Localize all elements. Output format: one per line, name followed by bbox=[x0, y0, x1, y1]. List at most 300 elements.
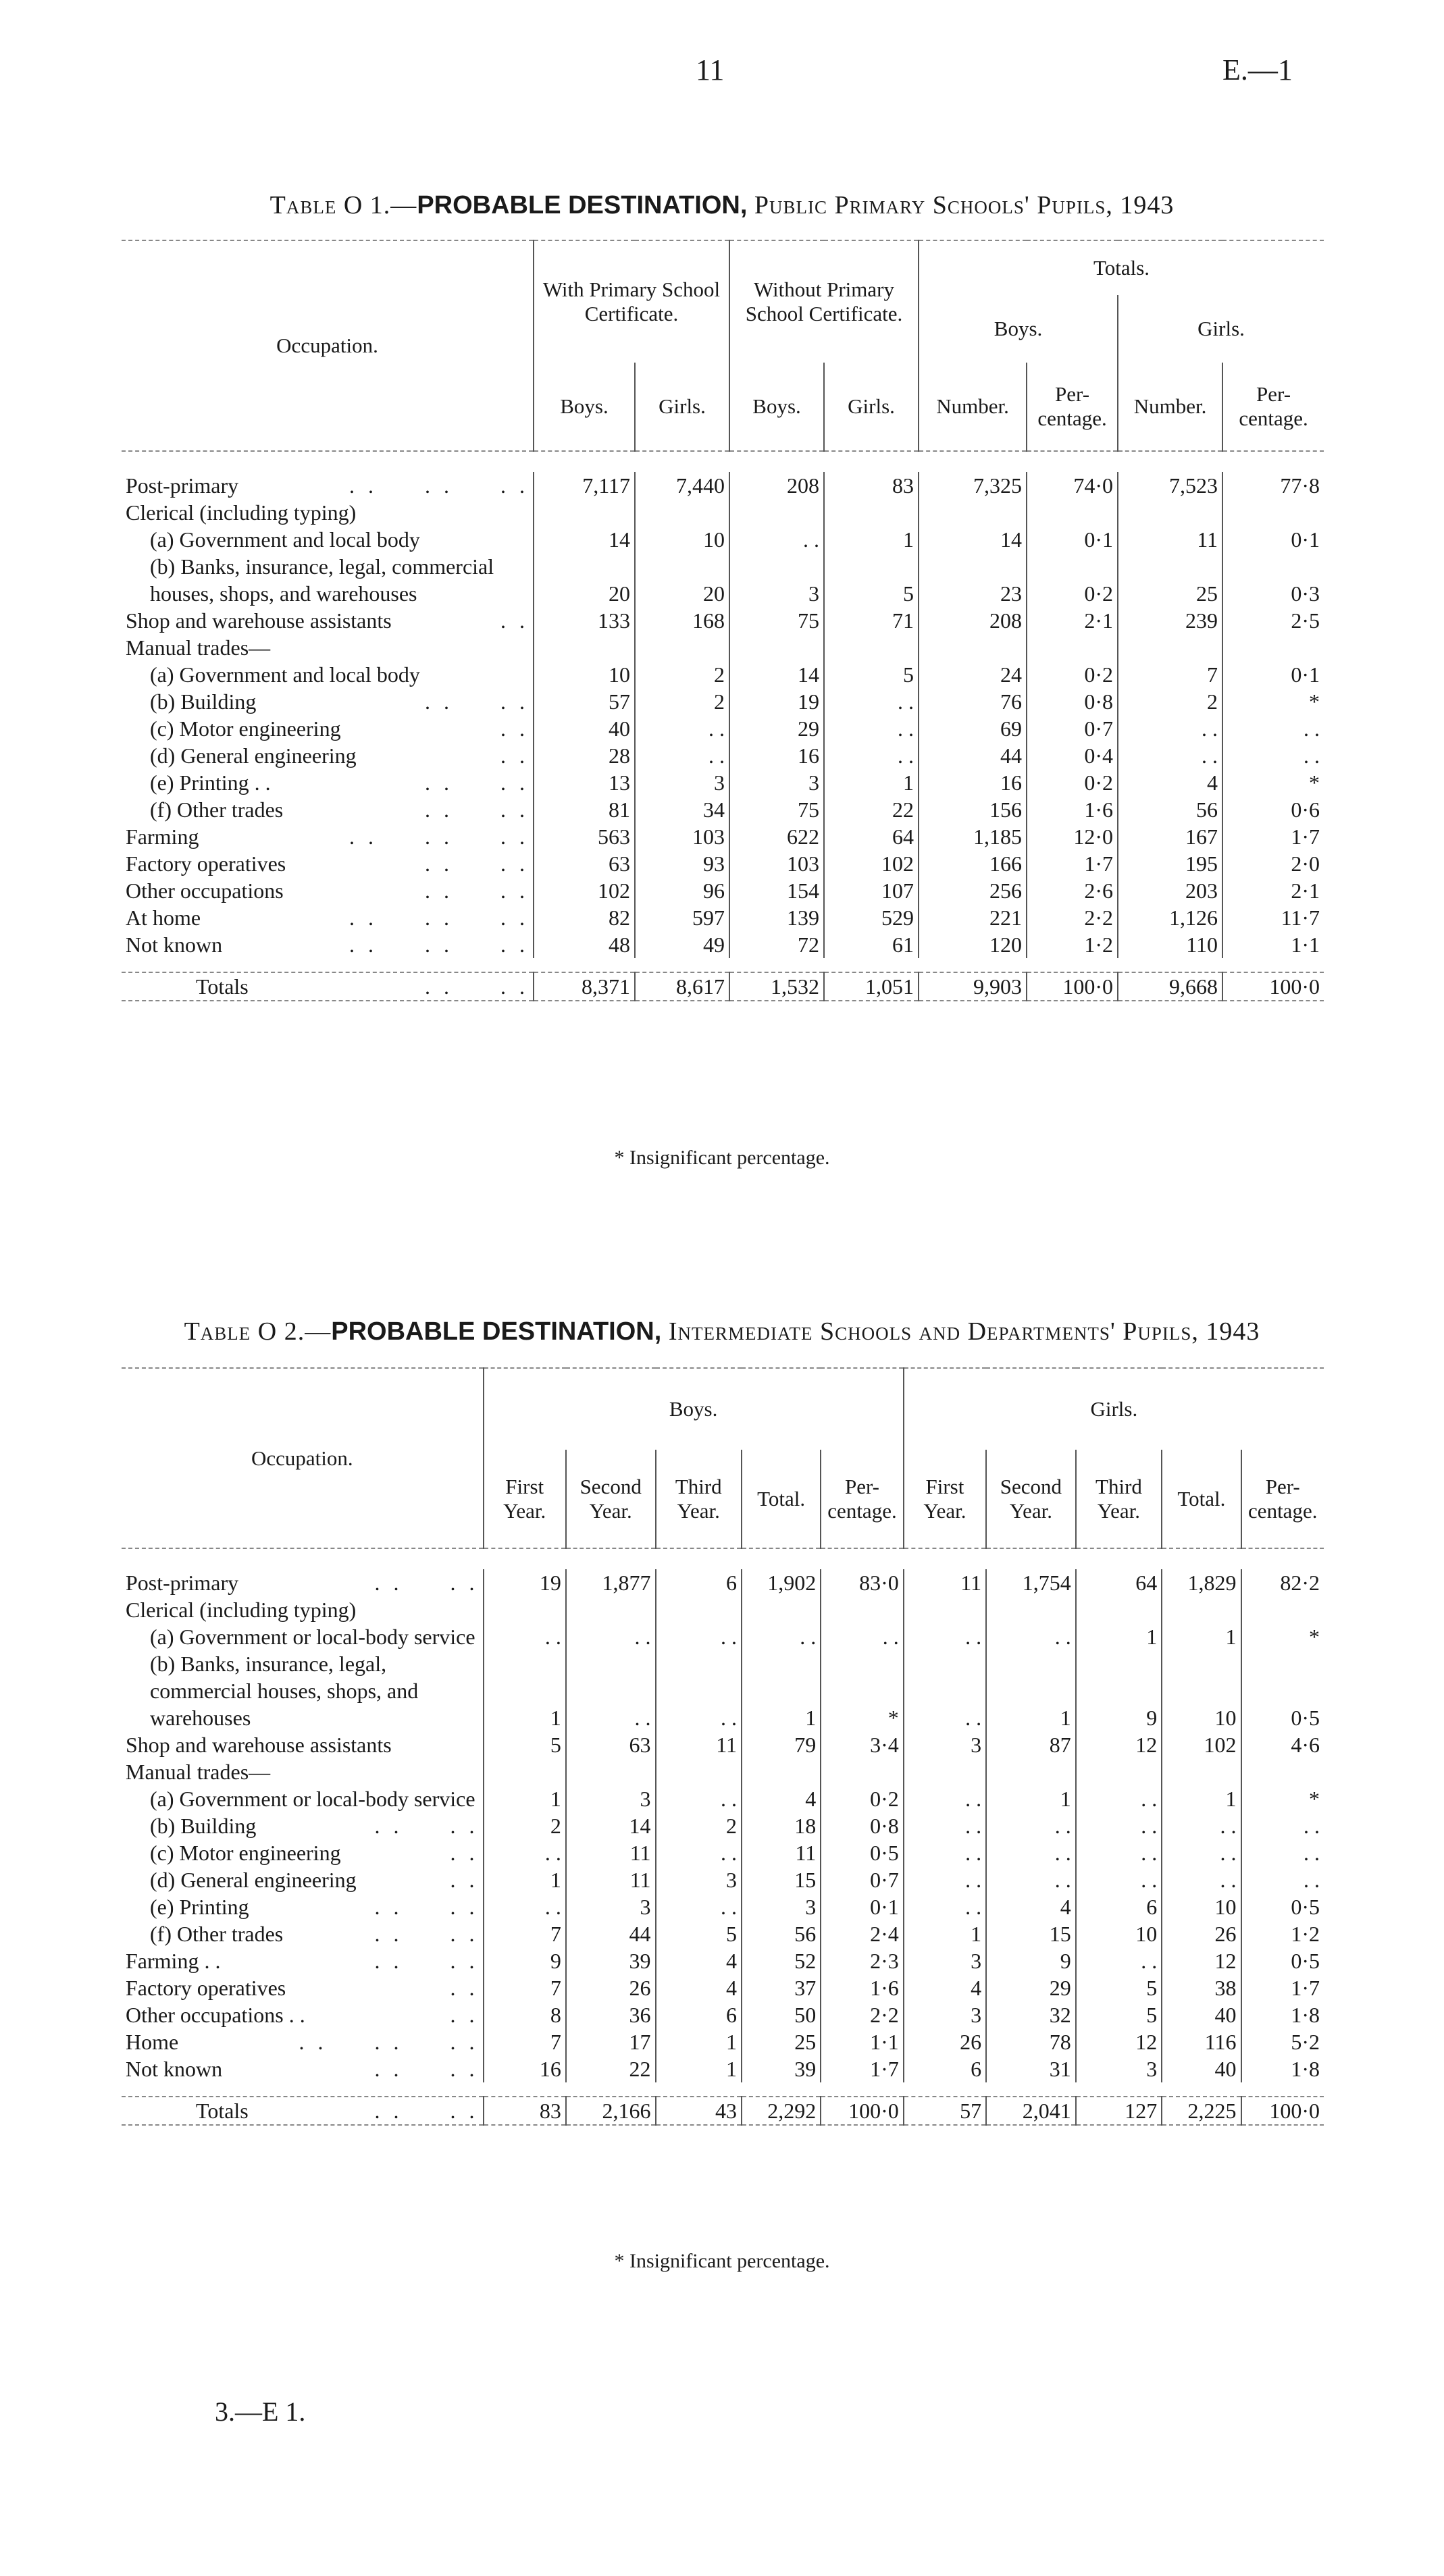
occupation-label bbox=[122, 688, 534, 715]
leader-dots: . . bbox=[500, 716, 529, 741]
occupation-text: Manual trades— bbox=[126, 1760, 271, 1784]
cell-value: 107 bbox=[824, 877, 919, 904]
cell-value: . . bbox=[1118, 742, 1222, 769]
cell-value: 56 bbox=[742, 1920, 821, 1947]
cell-value: 96 bbox=[635, 877, 729, 904]
t2-header-third-year: Third Year. bbox=[1076, 1450, 1162, 1548]
cell-value: 78 bbox=[986, 2028, 1076, 2055]
cell-value: 1·6 bbox=[821, 1974, 903, 2001]
cell-value: 0·5 bbox=[1241, 1947, 1324, 1974]
occupation-label bbox=[122, 499, 534, 526]
cell-value: 37 bbox=[742, 1974, 821, 2001]
table-row bbox=[122, 1839, 1324, 1866]
cell-value: 563 bbox=[534, 823, 635, 850]
table2 bbox=[122, 1367, 1324, 2126]
cell-value: 1·8 bbox=[1241, 2001, 1324, 2028]
cell-value: 100·0 bbox=[821, 2097, 903, 2125]
cell-value: 1 bbox=[904, 1920, 986, 1947]
occupation-label bbox=[122, 1758, 484, 1785]
cell-value: . . bbox=[656, 1785, 742, 1812]
leader-dots: . . bbox=[450, 2003, 479, 2027]
table-row bbox=[122, 661, 1324, 688]
cell-value: . . bbox=[484, 1623, 566, 1650]
cell-value: 11 bbox=[1118, 526, 1222, 553]
cell-value: 8,617 bbox=[635, 972, 729, 1001]
cell-value: 4 bbox=[1118, 769, 1222, 796]
cell-value: 4 bbox=[656, 1974, 742, 2001]
cell-value bbox=[534, 634, 635, 661]
table-row bbox=[122, 1650, 1324, 1731]
t1-header-totals-boys: Boys. bbox=[919, 295, 1118, 363]
cell-value: 154 bbox=[729, 877, 824, 904]
cell-value: 25 bbox=[1118, 553, 1222, 607]
cell-value: 40 bbox=[1162, 2055, 1241, 2082]
cell-value: 529 bbox=[824, 904, 919, 931]
cell-value: 5 bbox=[1076, 2001, 1162, 2028]
occupation-label bbox=[122, 1731, 484, 1758]
cell-value: 0·8 bbox=[821, 1812, 903, 1839]
t1-header-boys: Boys. bbox=[534, 363, 635, 451]
cell-value: 195 bbox=[1118, 850, 1222, 877]
cell-value: 52 bbox=[742, 1947, 821, 1974]
t2-header-percentage: Per-centage. bbox=[821, 1450, 903, 1548]
cell-value: 7,523 bbox=[1118, 472, 1222, 499]
table-row bbox=[122, 499, 1324, 526]
t1-header-occupation: Occupation. bbox=[122, 240, 534, 451]
cell-value: 19 bbox=[484, 1569, 566, 1596]
cell-value: 23 bbox=[919, 553, 1027, 607]
cell-value: 4 bbox=[986, 1893, 1076, 1920]
cell-value bbox=[1076, 1758, 1162, 1785]
cell-value bbox=[656, 1758, 742, 1785]
cell-value: 2,166 bbox=[566, 2097, 656, 2125]
cell-value: 0·1 bbox=[1222, 526, 1324, 553]
cell-value: 0·6 bbox=[1222, 796, 1324, 823]
occupation-label bbox=[122, 2001, 484, 2028]
leader-dots: . . bbox=[500, 743, 529, 768]
cell-value: 11 bbox=[566, 1866, 656, 1893]
cell-value: 34 bbox=[635, 796, 729, 823]
cell-value: 32 bbox=[986, 2001, 1076, 2028]
table-row bbox=[122, 796, 1324, 823]
cell-value: . . bbox=[1162, 1866, 1241, 1893]
cell-value: 3 bbox=[904, 1947, 986, 1974]
table-row bbox=[122, 1758, 1324, 1785]
cell-value: 0·1 bbox=[1222, 661, 1324, 688]
occupation-text: Other occupations . . bbox=[126, 2003, 305, 2027]
table-row bbox=[122, 1866, 1324, 1893]
leader-dots: . . . . bbox=[425, 689, 529, 714]
occupation-label bbox=[122, 823, 534, 850]
occupation-label bbox=[122, 1623, 484, 1650]
cell-value: . . bbox=[1241, 1866, 1324, 1893]
cell-value: 256 bbox=[919, 877, 1027, 904]
occupation-label bbox=[122, 1839, 484, 1866]
table2-caption bbox=[0, 1317, 1444, 1346]
cell-value: . . bbox=[904, 1812, 986, 1839]
cell-value: 1,126 bbox=[1118, 904, 1222, 931]
cell-value: 15 bbox=[986, 1920, 1076, 1947]
cell-value: 100·0 bbox=[1027, 972, 1118, 1001]
table1 bbox=[122, 240, 1324, 1001]
cell-value: . . bbox=[904, 1650, 986, 1731]
table-row bbox=[122, 1569, 1324, 1596]
cell-value: 7,325 bbox=[919, 472, 1027, 499]
cell-value bbox=[986, 1596, 1076, 1623]
cell-value: 83 bbox=[824, 472, 919, 499]
cell-value: 1·7 bbox=[1027, 850, 1118, 877]
cell-value bbox=[635, 634, 729, 661]
t2-header-percentage: Per-centage. bbox=[1241, 1450, 1324, 1548]
cell-value: . . bbox=[986, 1623, 1076, 1650]
t1-header-totals-girls: Girls. bbox=[1118, 295, 1324, 363]
cell-value: 0·3 bbox=[1222, 553, 1324, 607]
cell-value: 10 bbox=[1162, 1650, 1241, 1731]
cell-value: 7 bbox=[484, 2028, 566, 2055]
cell-value: . . bbox=[1076, 1839, 1162, 1866]
table-row bbox=[122, 1974, 1324, 2001]
cell-value: 40 bbox=[1162, 2001, 1241, 2028]
occupation-text: At home bbox=[126, 905, 201, 930]
cell-value: 1·8 bbox=[1241, 2055, 1324, 2082]
t1-header-number: Number. bbox=[1118, 363, 1222, 451]
cell-value: 14 bbox=[919, 526, 1027, 553]
occupation-text: Not known bbox=[126, 2057, 223, 2081]
cell-value: 64 bbox=[824, 823, 919, 850]
cell-value: . . bbox=[1222, 715, 1324, 742]
cell-value bbox=[1118, 499, 1222, 526]
cell-value: 2·6 bbox=[1027, 877, 1118, 904]
cell-value: 5 bbox=[1076, 1974, 1162, 2001]
cell-value: 2 bbox=[635, 661, 729, 688]
cell-value: 4·6 bbox=[1241, 1731, 1324, 1758]
cell-value: 75 bbox=[729, 796, 824, 823]
occupation-label bbox=[122, 634, 534, 661]
cell-value: 44 bbox=[919, 742, 1027, 769]
leader-dots: . . . . bbox=[425, 797, 529, 822]
cell-value: 1·6 bbox=[1027, 796, 1118, 823]
cell-value: 14 bbox=[534, 526, 635, 553]
cell-value: 597 bbox=[635, 904, 729, 931]
table-row bbox=[122, 877, 1324, 904]
cell-value: 203 bbox=[1118, 877, 1222, 904]
table-row bbox=[122, 607, 1324, 634]
cell-value: 168 bbox=[635, 607, 729, 634]
cell-value: 74·0 bbox=[1027, 472, 1118, 499]
cell-value: * bbox=[1241, 1623, 1324, 1650]
cell-value: 14 bbox=[566, 1812, 656, 1839]
cell-value: 3 bbox=[904, 2001, 986, 2028]
cell-value: 3 bbox=[566, 1785, 656, 1812]
cell-value: . . bbox=[1076, 1785, 1162, 1812]
cell-value: 110 bbox=[1118, 931, 1222, 958]
cell-value: 64 bbox=[1076, 1569, 1162, 1596]
occupation-text: (b) Banks, insurance, legal, commercial houses, shops, and warehouses bbox=[150, 1652, 419, 1730]
cell-value: 11 bbox=[656, 1731, 742, 1758]
cell-value: 0·1 bbox=[821, 1893, 903, 1920]
cell-value: 1 bbox=[824, 526, 919, 553]
cell-value: 4 bbox=[656, 1947, 742, 1974]
cell-value: . . bbox=[1162, 1839, 1241, 1866]
cell-value: 3 bbox=[904, 1731, 986, 1758]
cell-value: 3 bbox=[656, 1866, 742, 1893]
occupation-text: Home bbox=[126, 2030, 179, 2054]
totals-row bbox=[122, 2097, 1324, 2125]
t1-header-number: Number. bbox=[919, 363, 1027, 451]
cell-value: 102 bbox=[534, 877, 635, 904]
cell-value: . . bbox=[904, 1839, 986, 1866]
cell-value: * bbox=[1222, 769, 1324, 796]
cell-value: 76 bbox=[919, 688, 1027, 715]
cell-value bbox=[484, 1596, 566, 1623]
cell-value: 48 bbox=[534, 931, 635, 958]
occupation-label bbox=[122, 972, 534, 1001]
cell-value: 12·0 bbox=[1027, 823, 1118, 850]
cell-value bbox=[919, 499, 1027, 526]
t2-header-first-year: First Year. bbox=[484, 1450, 566, 1548]
occupation-label bbox=[122, 1650, 484, 1731]
occupation-text: (a) Government and local body bbox=[150, 662, 420, 687]
occupation-text: (f) Other trades bbox=[150, 1922, 284, 1946]
table-row bbox=[122, 715, 1324, 742]
cell-value: 5·2 bbox=[1241, 2028, 1324, 2055]
occupation-label bbox=[122, 1920, 484, 1947]
cell-value: 38 bbox=[1162, 1974, 1241, 2001]
cell-value: 5 bbox=[484, 1731, 566, 1758]
cell-value bbox=[1222, 499, 1324, 526]
cell-value: 56 bbox=[1118, 796, 1222, 823]
table1-caption-bold: PROBABLE DESTINATION, bbox=[417, 191, 748, 219]
cell-value: . . bbox=[729, 526, 824, 553]
cell-value: 0·2 bbox=[1027, 769, 1118, 796]
occupation-text: (b) Building bbox=[150, 1814, 257, 1838]
cell-value: . . bbox=[821, 1623, 903, 1650]
occupation-text: Totals bbox=[196, 2099, 249, 2123]
occupation-label bbox=[122, 607, 534, 634]
cell-value: 10 bbox=[1076, 1920, 1162, 1947]
cell-value: . . bbox=[1162, 1812, 1241, 1839]
occupation-text: (b) Building bbox=[150, 689, 257, 714]
occupation-label bbox=[122, 904, 534, 931]
leader-dots: . . . . bbox=[374, 1922, 479, 1946]
cell-value: 83 bbox=[484, 2097, 566, 2125]
cell-value bbox=[566, 1758, 656, 1785]
table1-caption-prefix: Table O 1.— bbox=[269, 191, 417, 219]
cell-value bbox=[919, 634, 1027, 661]
cell-value: 1 bbox=[986, 1650, 1076, 1731]
cell-value: 11·7 bbox=[1222, 904, 1324, 931]
cell-value: 1 bbox=[484, 1785, 566, 1812]
cell-value: 2·1 bbox=[1027, 607, 1118, 634]
cell-value: 2·2 bbox=[821, 2001, 903, 2028]
occupation-text: (c) Motor engineering bbox=[150, 1841, 341, 1865]
occupation-label bbox=[122, 742, 534, 769]
cell-value: . . bbox=[566, 1650, 656, 1731]
cell-value: . . bbox=[1076, 1812, 1162, 1839]
table1-footnote: * Insignificant percentage. bbox=[614, 1147, 830, 1169]
cell-value: 20 bbox=[635, 553, 729, 607]
cell-value: * bbox=[1222, 688, 1324, 715]
cell-value: 1·2 bbox=[1027, 931, 1118, 958]
cell-value bbox=[986, 1758, 1076, 1785]
table-row bbox=[122, 1623, 1324, 1650]
cell-value: 2 bbox=[1118, 688, 1222, 715]
cell-value: . . bbox=[904, 1893, 986, 1920]
cell-value: 83·0 bbox=[821, 1569, 903, 1596]
cell-value: 1 bbox=[656, 2028, 742, 2055]
occupation-text: Farming bbox=[126, 824, 199, 849]
table1-caption bbox=[0, 190, 1444, 220]
cell-value: 5 bbox=[824, 661, 919, 688]
leader-dots: . . bbox=[450, 1976, 479, 2000]
cell-value: 11 bbox=[566, 1839, 656, 1866]
cell-value: . . bbox=[986, 1866, 1076, 1893]
table1-caption-rest: Public Primary Schools' Pupils, 1943 bbox=[754, 191, 1175, 219]
cell-value: 0·1 bbox=[1027, 526, 1118, 553]
cell-value: * bbox=[821, 1650, 903, 1731]
cell-value: 75 bbox=[729, 607, 824, 634]
cell-value: . . bbox=[635, 715, 729, 742]
cell-value: 0·5 bbox=[1241, 1893, 1324, 1920]
table-row bbox=[122, 2028, 1324, 2055]
occupation-text: Manual trades— bbox=[126, 635, 271, 660]
cell-value: . . bbox=[1241, 1812, 1324, 1839]
cell-value: 9,668 bbox=[1118, 972, 1222, 1001]
cell-value: . . bbox=[904, 1866, 986, 1893]
leader-dots: . . . . . . bbox=[349, 473, 529, 498]
cell-value: 0·5 bbox=[1241, 1650, 1324, 1731]
occupation-label bbox=[122, 931, 534, 958]
cell-value: 17 bbox=[566, 2028, 656, 2055]
cell-value: 1·7 bbox=[1222, 823, 1324, 850]
cell-value: 2·3 bbox=[821, 1947, 903, 1974]
cell-value: 0·2 bbox=[1027, 661, 1118, 688]
t1-header-totals: Totals. bbox=[919, 240, 1324, 295]
leader-dots: . . bbox=[450, 1868, 479, 1892]
cell-value bbox=[1027, 634, 1118, 661]
occupation-text: Not known bbox=[126, 932, 223, 957]
cell-value: 63 bbox=[534, 850, 635, 877]
cell-value: . . bbox=[656, 1839, 742, 1866]
cell-value: 72 bbox=[729, 931, 824, 958]
table-row bbox=[122, 553, 1324, 607]
cell-value: 1·1 bbox=[1222, 931, 1324, 958]
printer-signature: 3.—E 1. bbox=[215, 2396, 306, 2427]
cell-value: 93 bbox=[635, 850, 729, 877]
cell-value: 1,532 bbox=[729, 972, 824, 1001]
cell-value: 2,292 bbox=[742, 2097, 821, 2125]
occupation-text: Factory operatives bbox=[126, 851, 286, 876]
leader-dots: . . . . bbox=[425, 974, 529, 999]
table-row bbox=[122, 1893, 1324, 1920]
occupation-label bbox=[122, 2055, 484, 2082]
cell-value: 6 bbox=[656, 1569, 742, 1596]
table-row bbox=[122, 2055, 1324, 2082]
cell-value: 1,902 bbox=[742, 1569, 821, 1596]
occupation-text: Factory operatives bbox=[126, 1976, 286, 2000]
cell-value: 3 bbox=[1076, 2055, 1162, 2082]
leader-dots: . . . . . . bbox=[349, 824, 529, 849]
cell-value: 1,829 bbox=[1162, 1569, 1241, 1596]
cell-value: 3 bbox=[566, 1893, 656, 1920]
cell-value: . . bbox=[824, 688, 919, 715]
t1-header-girls: Girls. bbox=[635, 363, 729, 451]
cell-value: 166 bbox=[919, 850, 1027, 877]
cell-value: . . bbox=[635, 742, 729, 769]
cell-value: 1 bbox=[484, 1866, 566, 1893]
cell-value: 1 bbox=[1162, 1623, 1241, 1650]
occupation-text: (a) Government or local-body service bbox=[150, 1625, 475, 1649]
cell-value: 63 bbox=[566, 1731, 656, 1758]
t2-header-third-year: Third Year. bbox=[656, 1450, 742, 1548]
cell-value: 1·1 bbox=[821, 2028, 903, 2055]
cell-value: 25 bbox=[742, 2028, 821, 2055]
cell-value: 2·0 bbox=[1222, 850, 1324, 877]
t2-header-boys: Boys. bbox=[484, 1368, 904, 1450]
occupation-label bbox=[122, 553, 534, 607]
cell-value: 29 bbox=[729, 715, 824, 742]
cell-value: 77·8 bbox=[1222, 472, 1324, 499]
occupation-text: Shop and warehouse assistants bbox=[126, 608, 392, 633]
cell-value: 0·4 bbox=[1027, 742, 1118, 769]
cell-value: 19 bbox=[729, 688, 824, 715]
occupation-text: Clerical (including typing) bbox=[126, 500, 357, 525]
occupation-text: (f) Other trades bbox=[150, 797, 284, 822]
cell-value: 24 bbox=[919, 661, 1027, 688]
occupation-text: (d) General engineering bbox=[150, 743, 357, 768]
cell-value: 10 bbox=[534, 661, 635, 688]
occupation-label bbox=[122, 796, 534, 823]
table-row bbox=[122, 1785, 1324, 1812]
cell-value: 82 bbox=[534, 904, 635, 931]
occupation-text: (c) Motor engineering bbox=[150, 716, 341, 741]
occupation-label bbox=[122, 2097, 484, 2125]
t1-header-girls: Girls. bbox=[824, 363, 919, 451]
cell-value: 39 bbox=[742, 2055, 821, 2082]
cell-value: 7 bbox=[484, 1920, 566, 1947]
leader-dots: . . . . bbox=[374, 1814, 479, 1838]
page-number: 11 bbox=[696, 53, 725, 86]
cell-value: 36 bbox=[566, 2001, 656, 2028]
cell-value: 40 bbox=[534, 715, 635, 742]
cell-value: 16 bbox=[919, 769, 1027, 796]
cell-value: 1·7 bbox=[821, 2055, 903, 2082]
cell-value: 39 bbox=[566, 1947, 656, 1974]
cell-value: 0·5 bbox=[821, 1839, 903, 1866]
leader-dots: . . . . bbox=[425, 878, 529, 903]
cell-value: 1 bbox=[986, 1785, 1076, 1812]
leader-dots: . . . . . . bbox=[299, 2030, 479, 2054]
cell-value: 11 bbox=[742, 1839, 821, 1866]
cell-value: 1,877 bbox=[566, 1569, 656, 1596]
cell-value: . . bbox=[904, 1623, 986, 1650]
cell-value: 0·2 bbox=[821, 1785, 903, 1812]
cell-value bbox=[484, 1758, 566, 1785]
leader-dots: . . . . bbox=[425, 770, 529, 795]
table2-caption-prefix: Table O 2.— bbox=[184, 1317, 332, 1346]
cell-value: 3 bbox=[729, 553, 824, 607]
cell-value: 26 bbox=[1162, 1920, 1241, 1947]
table-row bbox=[122, 850, 1324, 877]
t1-header-boys: Boys. bbox=[729, 363, 824, 451]
cell-value: 8,371 bbox=[534, 972, 635, 1001]
cell-value: 31 bbox=[986, 2055, 1076, 2082]
cell-value: 1,185 bbox=[919, 823, 1027, 850]
t2-header-second-year: Second Year. bbox=[566, 1450, 656, 1548]
occupation-label bbox=[122, 661, 534, 688]
cell-value: 167 bbox=[1118, 823, 1222, 850]
cell-value: 3·4 bbox=[821, 1731, 903, 1758]
